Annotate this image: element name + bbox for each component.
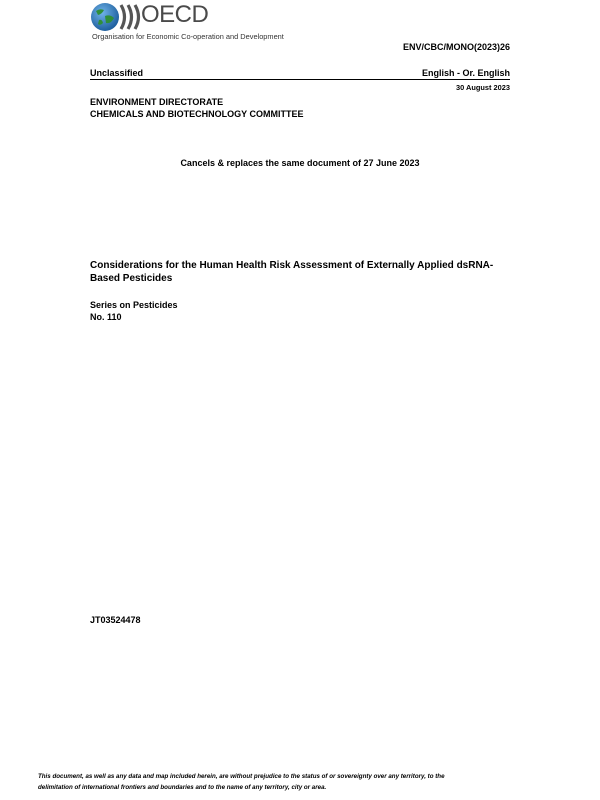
oecd-logo	[90, 2, 300, 42]
jt-number: JT03524478	[90, 615, 141, 625]
language-label: English - Or. English	[421, 68, 510, 78]
document-title	[90, 259, 510, 285]
series-block	[90, 299, 178, 323]
logo-tagline: Organisation for Economic Co-operation and Development	[92, 32, 284, 41]
series-number: No. 110	[90, 312, 122, 322]
document-reference: ENV/CBC/MONO(2023)26	[402, 42, 510, 52]
classification-label: Unclassified	[90, 68, 144, 78]
disclaimer-line-2: delimitation of international frontiers and boundaries and to the name of any territory, city or area.	[38, 784, 327, 791]
title-line-1: Considerations for the Human Health Risk Assessment of Externally Applied dsRNA-	[90, 260, 494, 271]
document-date: 30 August 2023	[456, 83, 510, 92]
classification-bar	[90, 68, 510, 80]
cancels-note: Cancels & replaces the same document of 27 June 2023	[180, 158, 420, 168]
oecd-wordmark: OECD	[141, 1, 209, 28]
disclaimer-line-1: This document, as well as any data and map included herein, are without prejudice to the status of or sovereignty over any territory, to the	[38, 773, 445, 780]
series-name: Series on Pesticides	[90, 300, 178, 310]
oecd-globe-icon	[90, 2, 142, 34]
title-line-2: Based Pesticides	[90, 273, 173, 284]
directorate-block	[90, 96, 304, 120]
directorate-name: ENVIRONMENT DIRECTORATE	[90, 97, 224, 107]
committee-name: CHEMICALS AND BIOTECHNOLOGY COMMITTEE	[90, 109, 304, 119]
footer-disclaimer	[38, 771, 538, 793]
